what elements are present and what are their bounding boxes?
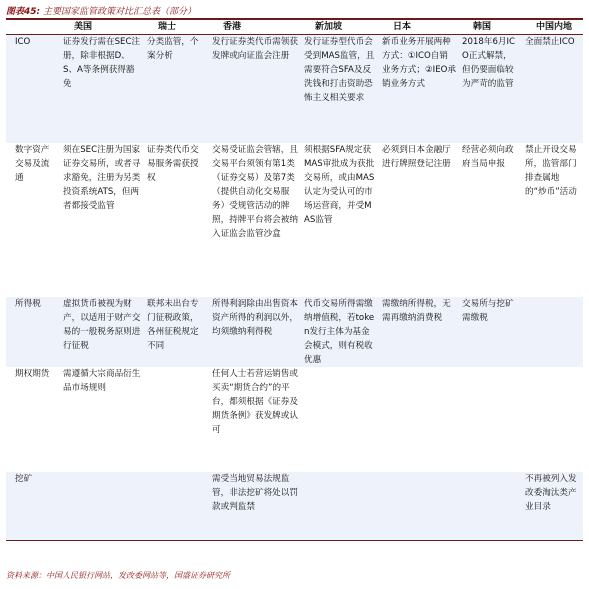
header-topic (6, 19, 60, 35)
table-cell: 发行证券类代币需领获发牌或向证监会注册 (209, 35, 301, 144)
row-topic: ICO (6, 35, 60, 144)
header-korea: 韩国 (459, 19, 522, 35)
table-cell: 联邦未出台专门征税政策，各州征税规定不同 (144, 297, 209, 367)
row-topic: 期权期货 (15, 369, 50, 379)
table-cell (301, 367, 379, 472)
table-cell: 必须到日本金融厅进行牌照登记注册 (382, 145, 451, 169)
table-cell: 经营必须向政府当局申报 (462, 145, 514, 169)
table-cell (379, 367, 459, 472)
table-cell (459, 472, 522, 541)
table-cell: 所得利润除由出售资本资产所得的利润以外，均须缴纳利得税 (209, 297, 301, 367)
table-row (6, 472, 583, 541)
table-cell: 证券发行需在SEC注册，除非根据D、S、A等条例获得豁免 (60, 35, 144, 144)
table-cell (459, 367, 522, 472)
table-cell: 交易所与挖矿需缴税 (459, 297, 522, 367)
figure-caption (6, 4, 196, 17)
table-cell: 需缴纳所得税，无需再缴纳消费税 (379, 297, 459, 367)
table-cell: 2018年6月ICO正式解禁，但仍要面临较为严苛的监管 (459, 35, 522, 144)
table-cell: 新币业务开展两种方式：①ICO自销业务方式；②IEO承销业务方式 (379, 35, 459, 144)
header-mainland-china: 中国内地 (522, 19, 583, 35)
table-cell (144, 367, 209, 472)
table-header-row (6, 19, 583, 35)
table-cell: 须在SEC注册为国家证券交易所，或者寻求豁免，注册为另类投资系统ATS，但两者都接受监管 (63, 145, 141, 211)
table-cell: 分类监管，个案分析 (144, 35, 209, 144)
table-row (6, 35, 583, 144)
table-cell (379, 472, 459, 541)
table-cell: 需遵循大宗商品衍生品市场规则 (63, 369, 141, 393)
figure-number: 图表45: (6, 7, 41, 17)
table-cell: 代币交易所得需缴纳增值税，若token发行主体为基金会模式，则有税收优惠 (301, 297, 379, 367)
regulation-comparison-table (6, 18, 583, 541)
table-row (6, 143, 583, 297)
row-topic: 所得税 (6, 297, 60, 367)
table-row (6, 367, 583, 472)
table-cell: 虚拟货币被视为财产，以适用于财产交易的一般税务原则进行征税 (60, 297, 144, 367)
header-usa: 美国 (60, 19, 144, 35)
header-hong-kong: 香港 (209, 19, 301, 35)
table-cell: 交易受证监会管辖，且交易平台须领有第1类（证券交易）及第7类（提供自动化交易服务）受规管活动的牌照，持牌平台将会被纳入证监会监管沙盒 (212, 145, 298, 239)
row-topic: 数字资产交易及流通 (15, 145, 50, 183)
row-topic: 挖矿 (6, 472, 60, 541)
table-cell: 证券类代币交易服务需获授权 (147, 145, 199, 183)
source-note: 资料来源：中国人民银行网站，发改委网站等，国盛证券研究所 (6, 571, 230, 580)
table-cell (144, 472, 209, 541)
header-singapore: 新加坡 (301, 19, 379, 35)
table-cell: 不再被列入发改委淘汰类产业目录 (522, 472, 583, 541)
table-cell: 需受当地贸易法规监管，非法挖矿将处以罚款或判监禁 (209, 472, 301, 541)
table-cell (60, 472, 144, 541)
table-cell: 禁止开设交易所，监管部门排查属地的“炒币”活动 (525, 145, 577, 197)
table-cell (522, 367, 583, 472)
header-switzerland: 瑞士 (144, 19, 209, 35)
table-cell (522, 297, 583, 367)
table-cell: 任何人士若营运销售或买卖“期货合约”的平台，都须根据《证券及期货条例》获发牌或认可 (212, 369, 298, 435)
table-cell (301, 472, 379, 541)
table-row (6, 297, 583, 367)
figure-title: 主要国家监管政策对比汇总表（部分） (43, 7, 197, 17)
table-cell: 须根据SFA规定获MAS审批成为获批交易所，或由MAS认定为受认可的市场运营商，并受MAS监管 (304, 145, 375, 225)
table-cell: 发行证券型代币会受到MAS监管，且需要符合SFA及反洗钱和打击资助恐怖主义相关要求 (301, 35, 379, 144)
table-cell: 全面禁止ICO (522, 35, 583, 144)
header-japan: 日本 (379, 19, 459, 35)
